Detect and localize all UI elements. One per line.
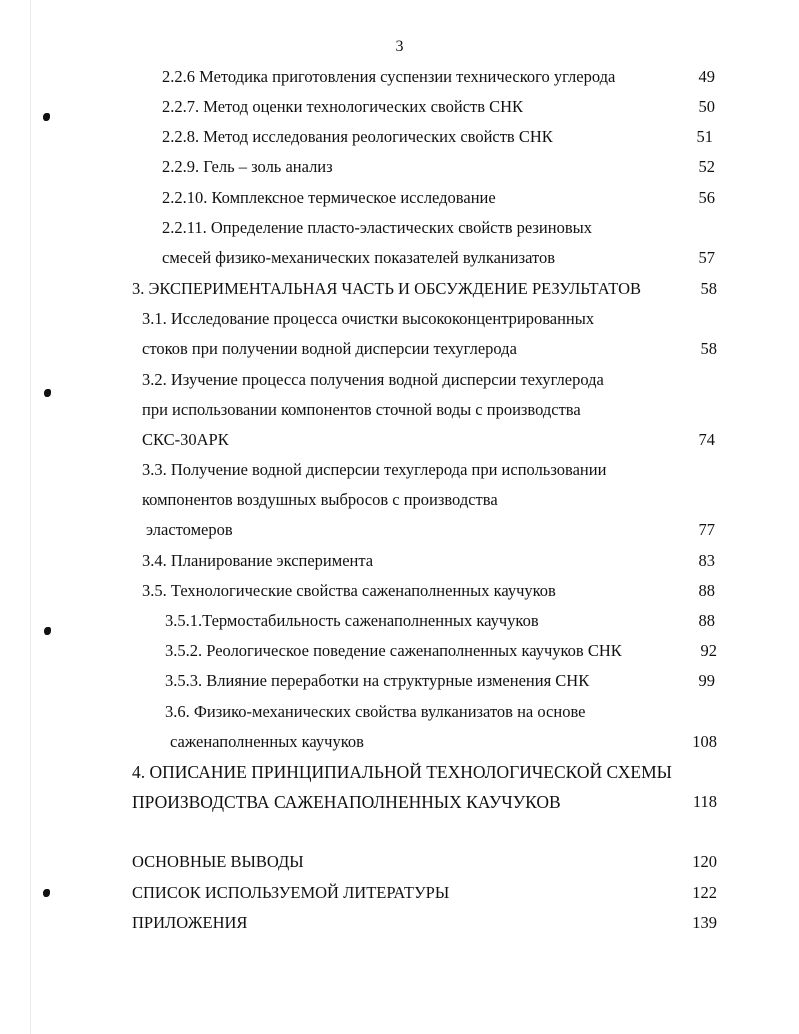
toc-entry-page: 56 xyxy=(698,188,715,207)
toc-entry-page: 52 xyxy=(698,157,715,176)
page-number: 3 xyxy=(395,38,404,55)
toc-entry-text: 3.6. Физико-механических свойства вулканизатов на основе xyxy=(165,702,586,721)
toc-entry-text: эластомеров xyxy=(146,520,233,539)
toc-entry-text: 2.2.8. Метод исследования реологических свойств СНК xyxy=(162,127,553,146)
toc-entry-text: 2.2.6 Методика приготовления суспензии технического углерода xyxy=(162,67,616,86)
toc-entry-text: 3. ЭКСПЕРИМЕНТАЛЬНАЯ ЧАСТЬ И ОБСУЖДЕНИЕ РЕЗУЛЬТАТОВ xyxy=(132,279,642,298)
binder-hole-mark xyxy=(44,627,51,635)
toc-entry-page: 83 xyxy=(698,551,715,570)
toc-entry-text: 3.5.1.Термостабильность саженаполненных каучуков xyxy=(165,611,539,630)
toc-entry-page: 74 xyxy=(698,430,715,449)
binder-hole-mark xyxy=(43,889,50,897)
toc-entry-page: 49 xyxy=(698,67,715,86)
toc-entry-text: 2.2.10. Комплексное термическое исследование xyxy=(162,188,496,207)
toc-entry-page: 92 xyxy=(700,641,717,660)
toc-entry-page: 58 xyxy=(700,339,717,358)
toc-entry-text: СПИСОК ИСПОЛЬЗУЕМОЙ ЛИТЕРАТУРЫ xyxy=(132,883,450,902)
toc-entry-text: 2.2.7. Метод оценки технологических свойств СНК xyxy=(162,97,524,116)
toc-entry-text: 2.2.11. Определение пласто-эластических свойств резиновых xyxy=(162,218,592,237)
toc-entry-text: ПРИЛОЖЕНИЯ xyxy=(132,913,248,932)
toc-entry-page: 120 xyxy=(692,852,717,871)
toc-entry-page: 88 xyxy=(698,581,715,600)
toc-entry-text: СКС-30АРК xyxy=(142,430,229,449)
toc-entry-text: 3.4. Планирование эксперимента xyxy=(142,551,374,570)
toc-entry-page: 139 xyxy=(692,913,717,932)
toc-entry-text: 3.5.3. Влияние переработки на структурные изменения СНК xyxy=(165,671,590,690)
toc-entry-text: смесей физико-механических показателей вулканизатов xyxy=(162,248,556,267)
toc-entry-page: 99 xyxy=(698,671,715,690)
scan-edge xyxy=(30,0,31,1034)
toc-entry-text: ПРОИЗВОДСТВА САЖЕНАПОЛНЕННЫХ КАУЧУКОВ xyxy=(132,792,561,812)
toc-entry-text: при использовании компонентов сточной воды с производства xyxy=(142,400,581,419)
toc-entry-text: стоков при получении водной дисперсии техуглерода xyxy=(142,339,517,358)
toc-entry-text: 3.2. Изучение процесса получения водной дисперсии техуглерода xyxy=(142,370,604,389)
toc-entry-page: 57 xyxy=(698,248,715,267)
toc-entry-page: 108 xyxy=(692,732,717,751)
binder-hole-mark xyxy=(43,113,50,121)
toc-entry-text: 3.5. Технологические свойства саженаполненных каучуков xyxy=(142,581,556,600)
toc-entry-page: 51 xyxy=(696,127,713,146)
toc-entry-page: 122 xyxy=(692,883,717,902)
toc-entry-text: компонентов воздушных выбросов с производства xyxy=(142,490,498,509)
toc-entry-text: саженаполненных каучуков xyxy=(170,732,364,751)
toc-entry-page: 88 xyxy=(698,611,715,630)
toc-entry-page: 50 xyxy=(698,97,715,116)
toc-entry-text: 2.2.9. Гель – золь анализ xyxy=(162,157,333,176)
toc-entry-text: 4. ОПИСАНИЕ ПРИНЦИПИАЛЬНОЙ ТЕХНОЛОГИЧЕСКОЙ СХЕМЫ xyxy=(132,762,672,782)
toc-entry-page: 58 xyxy=(700,279,717,298)
toc-entry-page: 118 xyxy=(692,792,717,811)
toc-entry-page: 77 xyxy=(698,520,715,539)
binder-hole-mark xyxy=(44,389,51,397)
toc-entry-text: ОСНОВНЫЕ ВЫВОДЫ xyxy=(132,852,304,871)
toc-entry-text: 3.5.2. Реологическое поведение саженаполненных каучуков СНК xyxy=(165,641,622,660)
toc-entry-text: 3.3. Получение водной дисперсии техуглерода при использовании xyxy=(142,460,607,479)
toc-entry-text: 3.1. Исследование процесса очистки высококонцентрированных xyxy=(142,309,595,328)
